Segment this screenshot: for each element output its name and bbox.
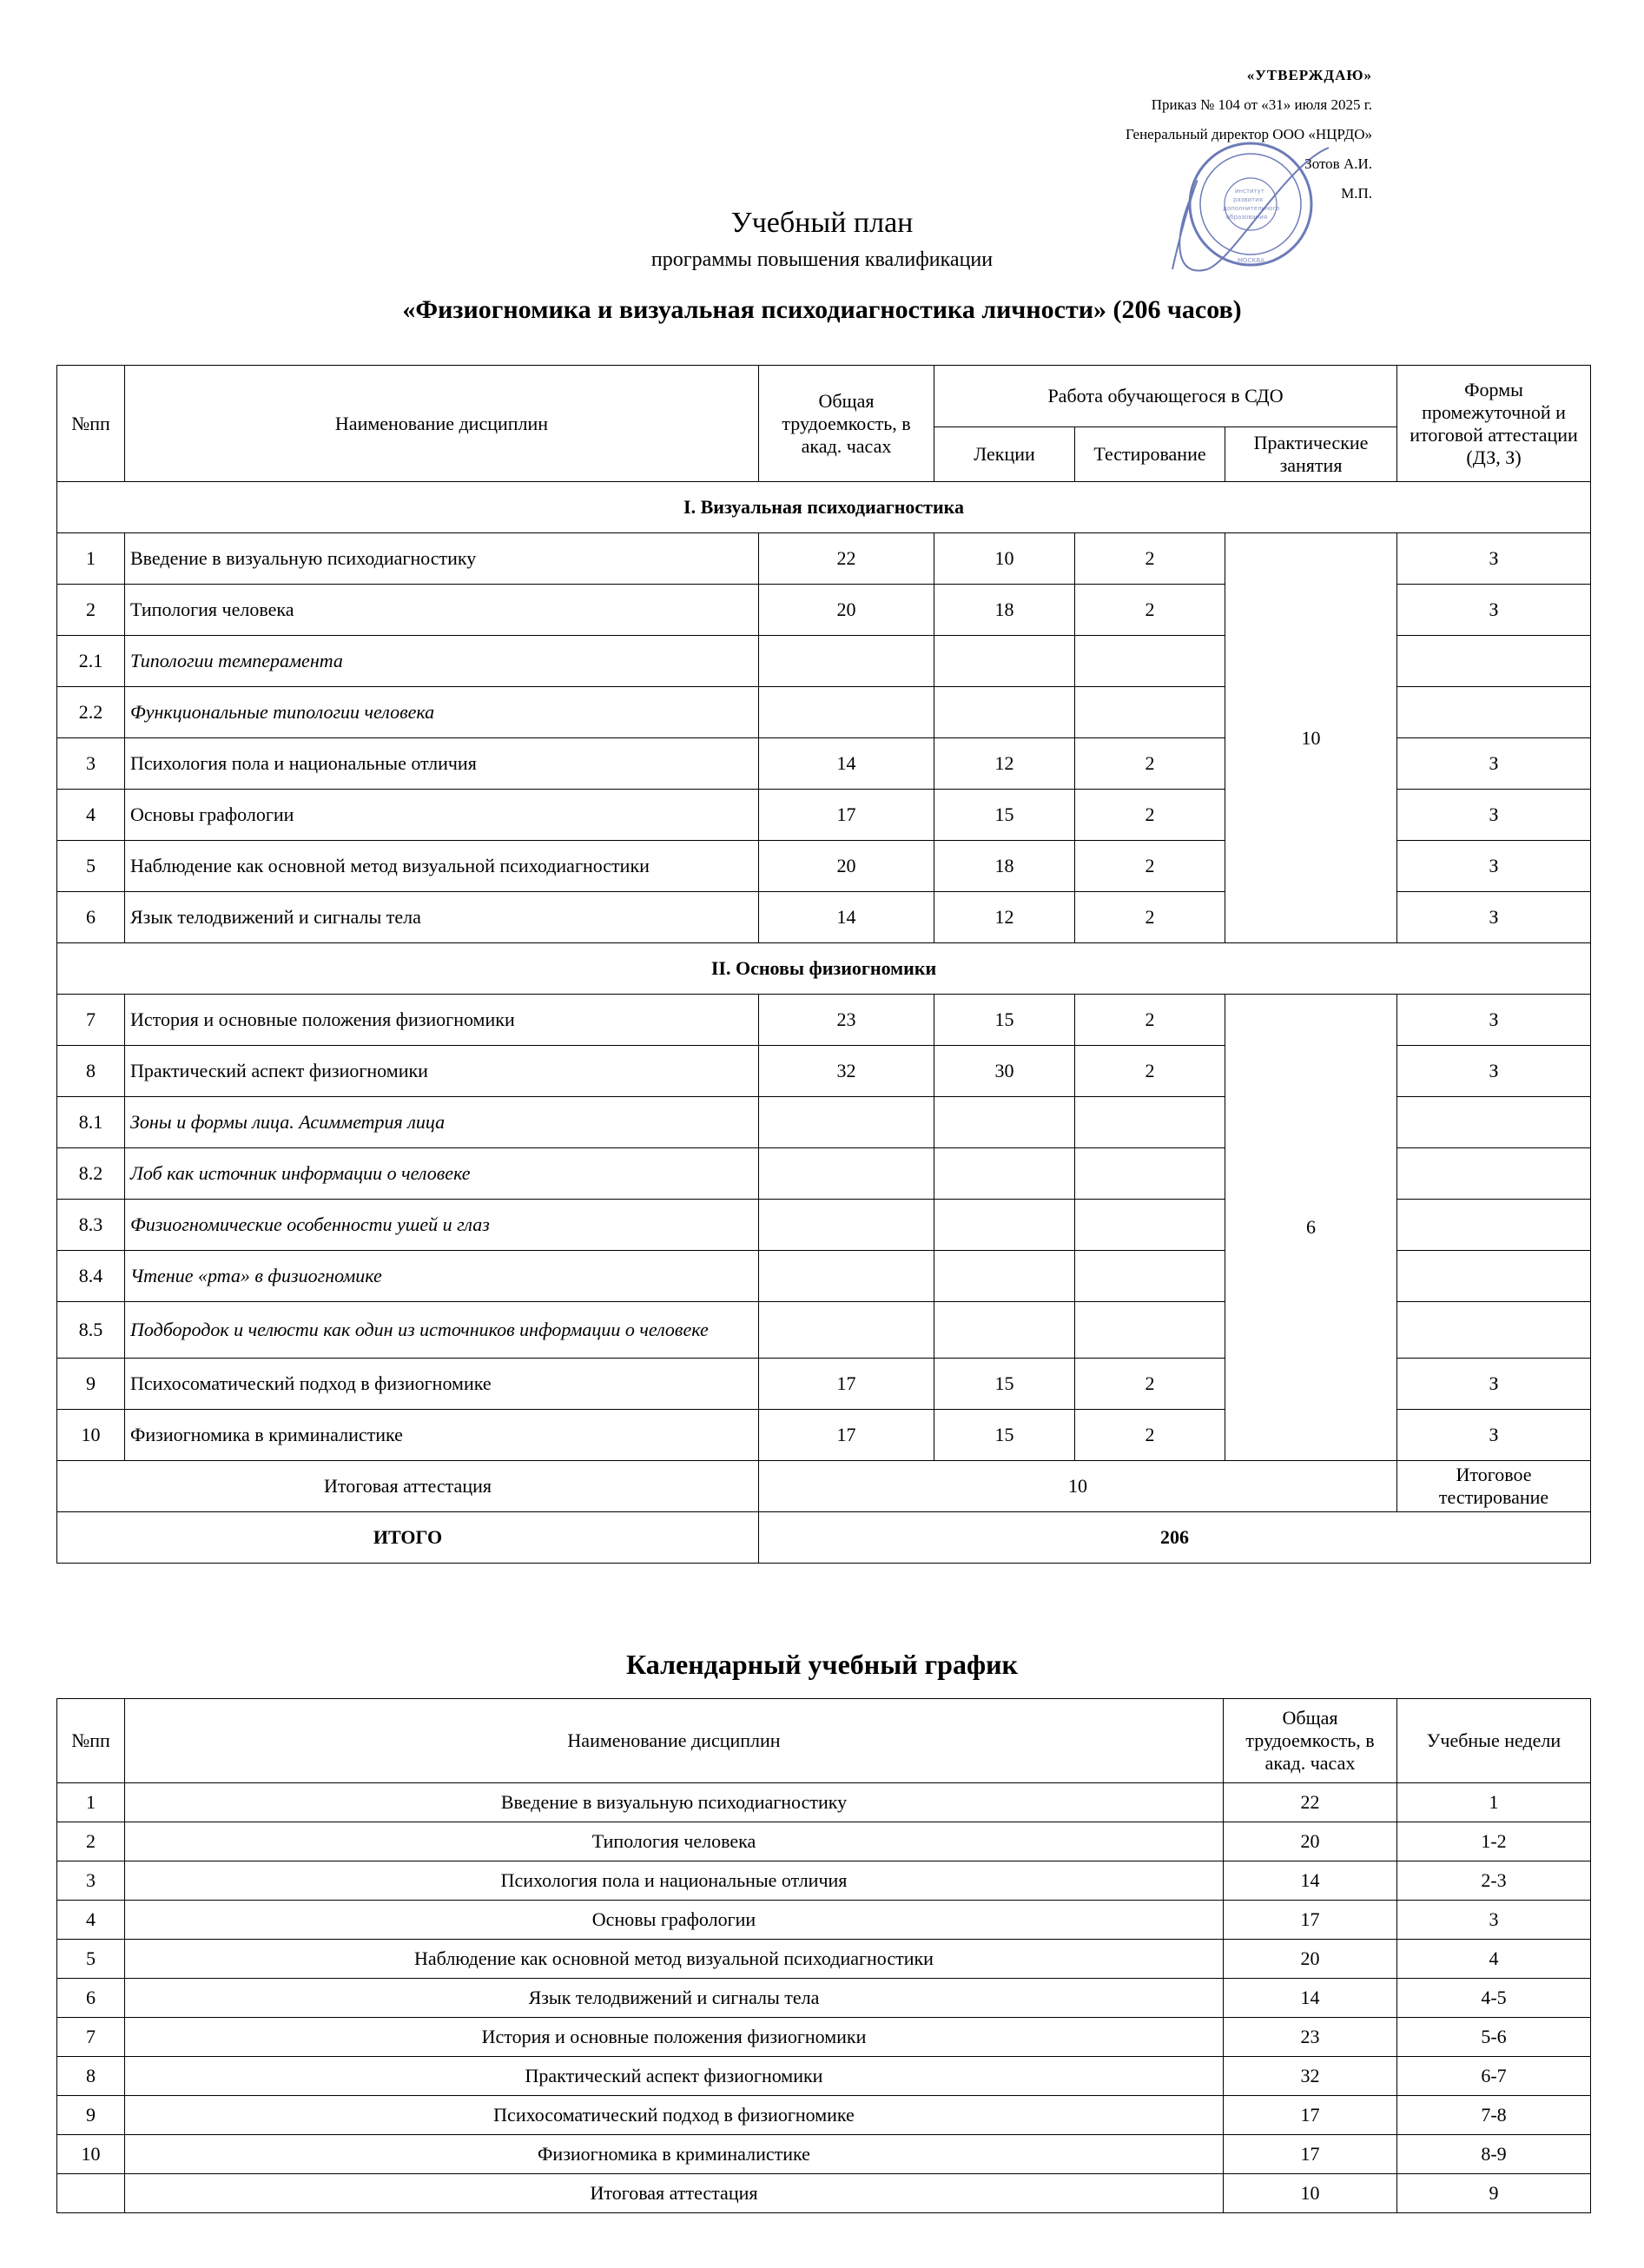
cal-num: 8 [57, 2057, 125, 2096]
total-hours: 32 [759, 1046, 934, 1097]
row-num: 5 [57, 841, 125, 892]
header-forms: Формы промежуточной и итоговой аттестации (ДЗ, З) [1397, 366, 1591, 482]
header-practice: Практические занятия [1225, 427, 1397, 482]
testing-hours [1075, 687, 1225, 738]
total-hours: 20 [759, 585, 934, 636]
discipline-name: Функциональные типологии человека [125, 687, 759, 738]
discipline-name: Чтение «рта» в физиогномике [125, 1251, 759, 1302]
attestation-form: З [1397, 995, 1591, 1046]
testing-hours [1075, 1097, 1225, 1148]
lecture-hours: 18 [934, 585, 1075, 636]
row-num: 2.1 [57, 636, 125, 687]
cal-discipline: Наблюдение как основной метод визуальной психодиагностики [125, 1940, 1224, 1979]
cal-hours: 17 [1224, 2135, 1397, 2174]
attestation-form [1397, 636, 1591, 687]
total-hours [759, 1302, 934, 1359]
row-num: 4 [57, 790, 125, 841]
row-num: 8.5 [57, 1302, 125, 1359]
discipline-name: Лоб как источник информации о человеке [125, 1148, 759, 1200]
table-row [57, 1861, 1591, 1901]
attestation-form: З [1397, 841, 1591, 892]
cal-discipline: Язык телодвижений и сигналы тела [125, 1979, 1224, 2018]
cal-hours: 14 [1224, 1979, 1397, 2018]
attestation-form: З [1397, 533, 1591, 585]
cal-num: 9 [57, 2096, 125, 2135]
row-num: 8.2 [57, 1148, 125, 1200]
attestation-form [1397, 687, 1591, 738]
approval-order: Приказ № 104 от «31» июля 2025 г. [1151, 96, 1372, 113]
svg-text:МОСКВА: МОСКВА [1238, 257, 1264, 264]
table-row [57, 1822, 1591, 1861]
cal-discipline: Психосоматический подход в физиогномике [125, 2096, 1224, 2135]
cal-weeks: 8-9 [1397, 2135, 1591, 2174]
testing-hours: 2 [1075, 1410, 1225, 1461]
cal-hours: 23 [1224, 2018, 1397, 2057]
discipline-name: Наблюдение как основной метод визуальной психодиагностики [125, 841, 759, 892]
header-lectures: Лекции [934, 427, 1075, 482]
cal-num: 7 [57, 2018, 125, 2057]
cal-num: 1 [57, 1783, 125, 1822]
total-hours: 20 [759, 841, 934, 892]
cal-hours: 14 [1224, 1861, 1397, 1901]
discipline-name: История и основные положения физиогномики [125, 995, 759, 1046]
discipline-name: Зоны и формы лица. Асимметрия лица [125, 1097, 759, 1148]
testing-hours: 2 [1075, 585, 1225, 636]
cal-weeks: 7-8 [1397, 2096, 1591, 2135]
cal-discipline: Итоговая аттестация [125, 2174, 1224, 2213]
cal-weeks: 4 [1397, 1940, 1591, 1979]
plan-title: Учебный план [730, 207, 914, 239]
testing-hours [1075, 1148, 1225, 1200]
approval-position: Генеральный директор ООО «НЦРДО» [1126, 126, 1372, 142]
row-num: 8 [57, 1046, 125, 1097]
cal-weeks: 5-6 [1397, 2018, 1591, 2057]
cal-hours: 17 [1224, 1901, 1397, 1940]
header-work: Работа обучающегося в СДО [934, 366, 1397, 427]
practice-hours: 10 [1225, 533, 1397, 943]
lecture-hours [934, 1097, 1075, 1148]
cal-discipline: История и основные положения физиогномики [125, 2018, 1224, 2057]
lecture-hours: 10 [934, 533, 1075, 585]
svg-text:образования: образования [1226, 214, 1268, 221]
table-row [57, 1783, 1591, 1822]
row-num: 6 [57, 892, 125, 943]
discipline-name: Психосоматический подход в физиогномике [125, 1359, 759, 1410]
cal-discipline: Практический аспект физиогномики [125, 2057, 1224, 2096]
row-num: 3 [57, 738, 125, 790]
row-num: 7 [57, 995, 125, 1046]
total-hours: 23 [759, 995, 934, 1046]
cal-hours: 20 [1224, 1940, 1397, 1979]
total-hours [759, 1200, 934, 1251]
final-hours: 10 [759, 1461, 1397, 1512]
discipline-name: Введение в визуальную психодиагностику [125, 533, 759, 585]
cal-discipline: Физиогномика в криминалистике [125, 2135, 1224, 2174]
table-row [57, 533, 1591, 585]
svg-text:дополнительного: дополнительного [1223, 205, 1280, 212]
calendar-table [56, 1698, 1591, 2213]
cal-hours: 20 [1224, 1822, 1397, 1861]
attestation-form: З [1397, 1046, 1591, 1097]
table-row [57, 2174, 1591, 2213]
discipline-name: Физиогномика в криминалистике [125, 1410, 759, 1461]
total-hours: 17 [759, 790, 934, 841]
total-hours: 17 [759, 1359, 934, 1410]
row-num: 8.4 [57, 1251, 125, 1302]
row-num: 9 [57, 1359, 125, 1410]
lecture-hours: 30 [934, 1046, 1075, 1097]
lecture-hours [934, 1200, 1075, 1251]
row-num: 8.3 [57, 1200, 125, 1251]
discipline-name: Язык телодвижений и сигналы тела [125, 892, 759, 943]
curriculum-table [56, 365, 1591, 1564]
testing-hours: 2 [1075, 892, 1225, 943]
practice-hours: 6 [1225, 995, 1397, 1461]
attestation-form: З [1397, 790, 1591, 841]
cal-header-total: Общая трудоемкость, в акад. часах [1224, 1699, 1397, 1783]
total-hours [759, 1251, 934, 1302]
approval-name: Зотов А.И. [1304, 155, 1372, 172]
cal-weeks: 2-3 [1397, 1861, 1591, 1901]
attestation-form: З [1397, 892, 1591, 943]
cal-weeks: 1-2 [1397, 1822, 1591, 1861]
program-name: «Физиогномика и визуальная психодиагностика личности» (206 часов) [402, 295, 1242, 324]
cal-hours: 32 [1224, 2057, 1397, 2096]
discipline-name: Основы графологии [125, 790, 759, 841]
header-total: Общая трудоемкость, в акад. часах [759, 366, 934, 482]
cal-hours: 17 [1224, 2096, 1397, 2135]
final-row [57, 1461, 1591, 1512]
discipline-name: Практический аспект физиогномики [125, 1046, 759, 1097]
cal-weeks: 1 [1397, 1783, 1591, 1822]
final-form: Итоговое тестирование [1397, 1461, 1591, 1512]
row-num: 2 [57, 585, 125, 636]
testing-hours [1075, 636, 1225, 687]
section-title-1: I. Визуальная психодиагностика [57, 482, 1591, 533]
attestation-form [1397, 1097, 1591, 1148]
discipline-name: Физиогномические особенности ушей и глаз [125, 1200, 759, 1251]
testing-hours: 2 [1075, 841, 1225, 892]
lecture-hours: 18 [934, 841, 1075, 892]
cal-num: 2 [57, 1822, 125, 1861]
total-label: ИТОГО [57, 1512, 759, 1564]
header-testing: Тестирование [1075, 427, 1225, 482]
total-hours: 22 [759, 533, 934, 585]
testing-hours [1075, 1251, 1225, 1302]
lecture-hours [934, 636, 1075, 687]
testing-hours: 2 [1075, 1046, 1225, 1097]
testing-hours [1075, 1302, 1225, 1359]
testing-hours: 2 [1075, 738, 1225, 790]
lecture-hours [934, 1251, 1075, 1302]
total-hours [759, 1097, 934, 1148]
lecture-hours: 15 [934, 1410, 1075, 1461]
discipline-name: Психология пола и национальные отличия [125, 738, 759, 790]
total-hours: 14 [759, 892, 934, 943]
attestation-form [1397, 1251, 1591, 1302]
total-hours: 17 [759, 1410, 934, 1461]
total-hours: 14 [759, 738, 934, 790]
discipline-name: Типологии темперамента [125, 636, 759, 687]
attestation-form [1397, 1302, 1591, 1359]
cal-discipline: Типология человека [125, 1822, 1224, 1861]
cal-num: 3 [57, 1861, 125, 1901]
lecture-hours [934, 1302, 1075, 1359]
total-hours [759, 1148, 934, 1200]
total-hours [759, 687, 934, 738]
row-num: 10 [57, 1410, 125, 1461]
attestation-form [1397, 1200, 1591, 1251]
table-row [57, 2135, 1591, 2174]
lecture-hours: 15 [934, 1359, 1075, 1410]
calendar-title: Календарный учебный график [626, 1649, 1018, 1680]
table-row [57, 1901, 1591, 1940]
total-hours-sum: 206 [759, 1512, 1591, 1564]
table-row [57, 2018, 1591, 2057]
table-row [57, 1979, 1591, 2018]
lecture-hours: 15 [934, 790, 1075, 841]
lecture-hours: 15 [934, 995, 1075, 1046]
table-row [57, 995, 1591, 1046]
attestation-form [1397, 1148, 1591, 1200]
cal-discipline: Основы графологии [125, 1901, 1224, 1940]
cal-num: 10 [57, 2135, 125, 2174]
table-row [57, 2096, 1591, 2135]
testing-hours: 2 [1075, 995, 1225, 1046]
cal-header-weeks: Учебные недели [1397, 1699, 1591, 1783]
plan-subtitle: программы повышения квалификации [650, 248, 994, 271]
lecture-hours: 12 [934, 738, 1075, 790]
cal-hours: 22 [1224, 1783, 1397, 1822]
discipline-name: Подбородок и челюсти как один из источников информации о человеке [125, 1302, 759, 1359]
testing-hours: 2 [1075, 790, 1225, 841]
section-title-2: II. Основы физиогномики [57, 943, 1591, 995]
testing-hours [1075, 1200, 1225, 1251]
cal-weeks: 3 [1397, 1901, 1591, 1940]
cal-num [57, 2174, 125, 2213]
cal-discipline: Психология пола и национальные отличия [125, 1861, 1224, 1901]
cal-num: 4 [57, 1901, 125, 1940]
svg-text:институт: институт [1235, 188, 1264, 195]
row-num: 1 [57, 533, 125, 585]
row-num: 8.1 [57, 1097, 125, 1148]
attestation-form: З [1397, 585, 1591, 636]
cal-header-name: Наименование дисциплин [125, 1699, 1224, 1783]
lecture-hours: 12 [934, 892, 1075, 943]
approval-seal-mark: М.П. [1341, 185, 1372, 202]
cal-header-num: №пп [57, 1699, 125, 1783]
attestation-form: З [1397, 1359, 1591, 1410]
total-hours [759, 636, 934, 687]
final-label: Итоговая аттестация [57, 1461, 759, 1512]
lecture-hours [934, 1148, 1075, 1200]
total-row [57, 1512, 1591, 1564]
lecture-hours [934, 687, 1075, 738]
cal-hours: 10 [1224, 2174, 1397, 2213]
row-num: 2.2 [57, 687, 125, 738]
testing-hours: 2 [1075, 1359, 1225, 1410]
discipline-name: Типология человека [125, 585, 759, 636]
cal-weeks: 4-5 [1397, 1979, 1591, 2018]
svg-text:развития: развития [1233, 196, 1263, 203]
cal-weeks: 6-7 [1397, 2057, 1591, 2096]
testing-hours: 2 [1075, 533, 1225, 585]
cal-discipline: Введение в визуальную психодиагностику [125, 1783, 1224, 1822]
table-row [57, 2057, 1591, 2096]
attestation-form: З [1397, 1410, 1591, 1461]
cal-weeks: 9 [1397, 2174, 1591, 2213]
header-num: №пп [57, 366, 125, 482]
approval-title: «УТВЕРЖДАЮ» [1246, 67, 1372, 83]
table-row [57, 1940, 1591, 1979]
cal-num: 5 [57, 1940, 125, 1979]
attestation-form: З [1397, 738, 1591, 790]
cal-num: 6 [57, 1979, 125, 2018]
header-name: Наименование дисциплин [125, 366, 759, 482]
